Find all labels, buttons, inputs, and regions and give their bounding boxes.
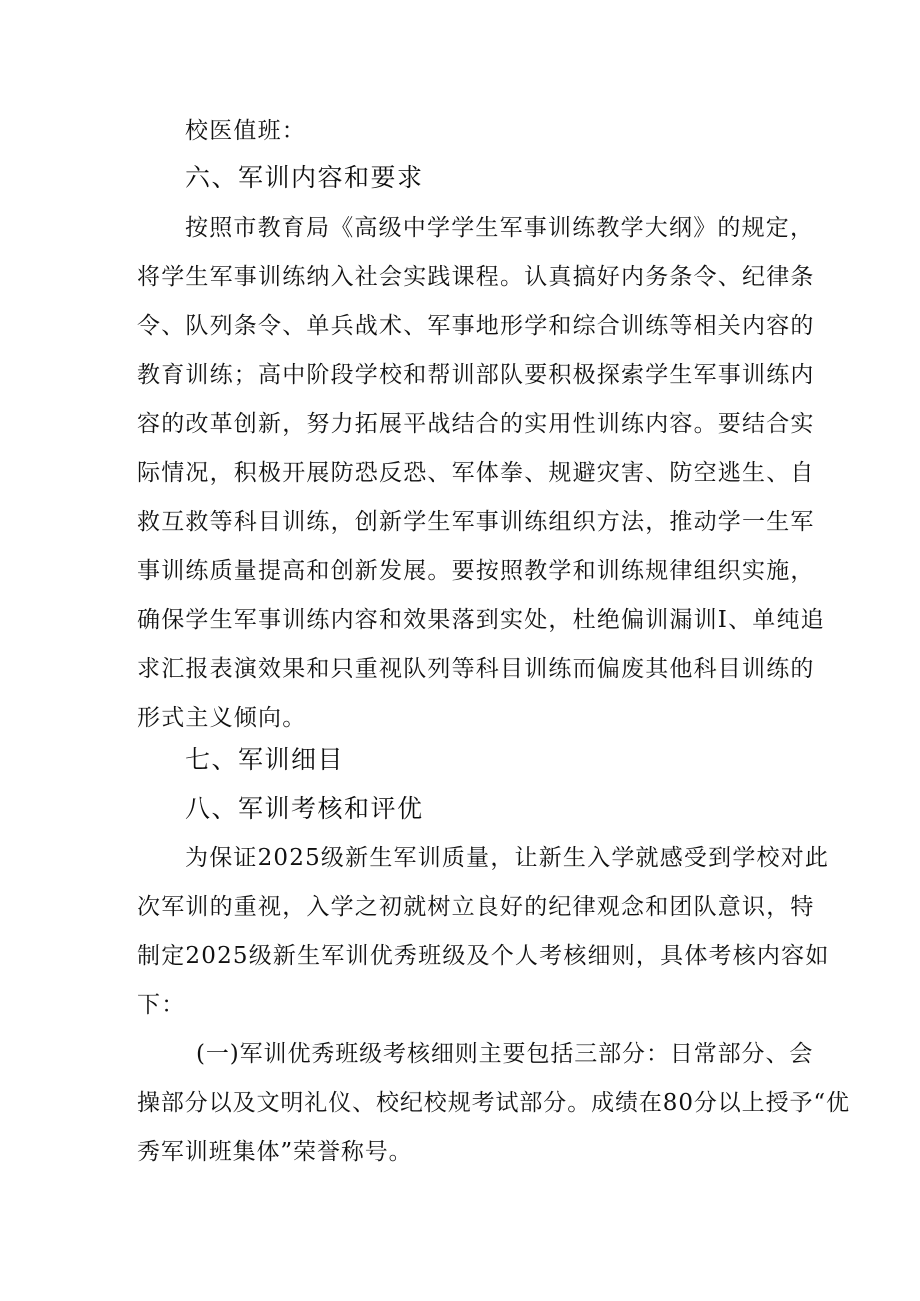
section-6-heading: 六、军训内容和要求 [185, 163, 424, 192]
paragraph-line: 秀军训班集体”荣誉称号。 [137, 1139, 413, 1165]
paragraph-line: 形式主义倾向。 [137, 705, 307, 731]
paragraph-line: 事训练质量提高和创新发展。要按照教学和训练规律组织实施， [137, 558, 815, 584]
section-7-heading: 七、军训细目 [185, 745, 345, 774]
paragraph-line: (一)军训优秀班级考核细则主要包括三部分：日常部分、会 [196, 1041, 814, 1067]
paragraph-line: 确保学生军事训练内容和效果落到实处，杜绝偏训漏训I、单纯追 [137, 607, 825, 633]
paragraph-line: 际情况，积极开展防恐反恐、军体拳、规避灾害、防空逃生、自 [137, 460, 815, 486]
paragraph-line: 容的改革创新，努力拓展平战结合的实用性训练内容。要结合实 [137, 411, 815, 437]
paragraph-line: 次军训的重视，入学之初就树立良好的纪律观念和团队意识，特 [137, 894, 815, 920]
paragraph-line: 教育训练；高中阶段学校和帮训部队要积极探索学生军事训练内 [137, 362, 815, 388]
paragraph-line: 按照市教育局《高级中学学生军事训练教学大纲》的规定， [185, 215, 815, 241]
paragraph-line: 制定2025级新生军训优秀班级及个人考核细则，具体考核内容如 [137, 943, 830, 969]
paragraph-line: 救互救等科目训练，创新学生军事训练组织方法，推动学一生军 [137, 509, 815, 535]
paragraph-line: 操部分以及文明礼仪、校纪校规考试部分。成绩在80分以上授予“优 [137, 1090, 850, 1116]
paragraph-line: 将学生军事训练纳入社会实践课程。认真搞好内务条令、纪律条 [137, 264, 815, 290]
section-8-heading: 八、军训考核和评优 [185, 794, 424, 823]
paragraph-line: 为保证2025级新生军训质量，让新生入学就感受到学校对此 [185, 845, 830, 871]
paragraph-line: 下： [137, 992, 186, 1018]
intro-line: 校医值班： [185, 118, 306, 144]
paragraph-line: 求汇报表演效果和只重视队列等科目训练而偏废其他科目训练的 [137, 656, 815, 682]
paragraph-line: 令、队列条令、单兵战术、军事地形学和综合训练等相关内容的 [137, 313, 815, 339]
